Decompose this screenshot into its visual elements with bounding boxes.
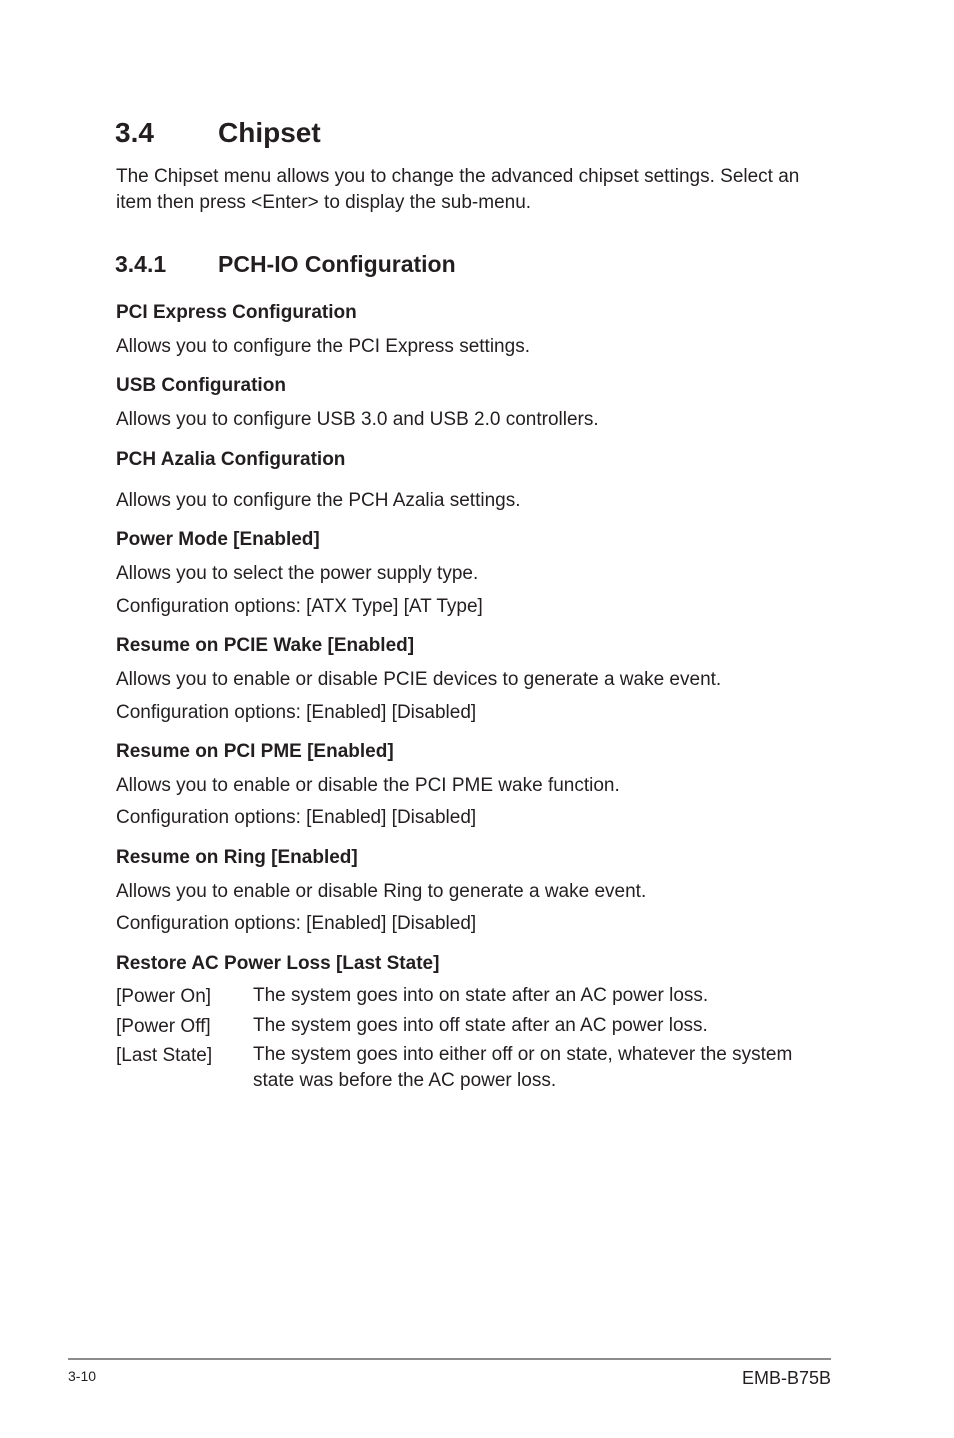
item-line: Configuration options: [Enabled] [Disabled] — [116, 702, 477, 723]
item-line: Configuration options: [Enabled] [Disabled] — [116, 913, 477, 934]
item-title: Resume on PCI PME [Enabled] — [116, 741, 394, 762]
option-key: [Power Off] — [116, 1016, 211, 1037]
item-line: Allows you to configure the PCI Express settings. — [116, 336, 530, 357]
option-key: [Last State] — [116, 1045, 213, 1066]
item-title: USB Configuration — [116, 375, 286, 396]
item-line: Allows you to enable or disable Ring to generate a wake event. — [116, 881, 647, 902]
item-line: Configuration options: [Enabled] [Disabled] — [116, 807, 477, 828]
item-line: Allows you to configure the PCH Azalia settings. — [116, 490, 521, 511]
footer-rule — [68, 1358, 831, 1360]
item-title: PCH Azalia Configuration — [116, 449, 346, 470]
item-title: PCI Express Configuration — [116, 302, 357, 323]
item-title: Resume on PCIE Wake [Enabled] — [116, 635, 415, 656]
option-key: [Power On] — [116, 986, 212, 1007]
section-title: Chipset — [218, 117, 321, 148]
item-line: Allows you to enable or disable PCIE devices to generate a wake event. — [116, 669, 722, 690]
item-title: Resume on Ring [Enabled] — [116, 847, 358, 868]
option-desc: The system goes into either off or on state, whatever the system state was before the AC power loss. — [253, 1044, 793, 1091]
item-title: Power Mode [Enabled] — [116, 529, 320, 550]
section-number: 3.4 — [115, 117, 154, 148]
model-name: EMB-B75B — [741, 1368, 831, 1388]
section-intro: The Chipset menu allows you to change the advanced chipset settings. Select an item then press <Enter> to display the sub-menu. — [116, 166, 800, 213]
option-desc: The system goes into off state after an AC power loss. — [253, 1015, 708, 1036]
item-title: Restore AC Power Loss [Last State] — [116, 953, 440, 974]
subsection-number: 3.4.1 — [115, 251, 167, 277]
page-number: 3-10 — [68, 1368, 97, 1384]
item-line: Allows you to configure USB 3.0 and USB 2.0 controllers. — [116, 409, 599, 430]
item-line: Allows you to select the power supply type. — [116, 563, 479, 584]
subsection-title: PCH-IO Configuration — [218, 251, 456, 277]
item-line: Allows you to enable or disable the PCI PME wake function. — [116, 775, 620, 796]
option-desc: The system goes into on state after an AC power loss. — [253, 985, 709, 1006]
item-line: Configuration options: [ATX Type] [AT Type] — [116, 596, 483, 617]
